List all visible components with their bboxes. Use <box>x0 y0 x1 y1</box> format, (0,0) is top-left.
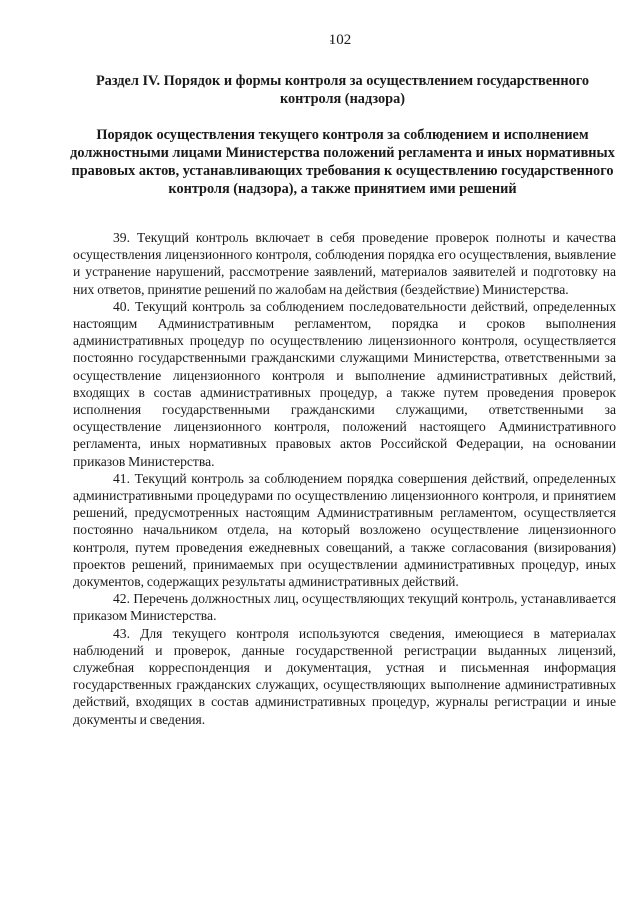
section-title: Раздел IV. Порядок и формы контроля за осуществлением государственного контроля (надзора) <box>95 73 590 107</box>
paragraph-43: 43. Для текущего контроля используются сведения, имеющиеся в материалах наблюдений и проверок, данные государственной регистрации выданных лицензий, служебная корреспонденция и документация, устная и письменная информация государственных гражданских служащих, осуществляющих выполнение административных действий, входящих в состав административных процедур, журналы регистрации и иные документы и сведения. <box>73 625 616 727</box>
subsection-title: Порядок осуществления текущего контроля за соблюдением и исполнением должностными лицами Министерства положений регламента и иных нормативных правовых актов, устанавливающих требования к осуществлению государственного контроля (надзора), а также принятием ими решений <box>70 127 615 197</box>
paragraph-42: 42. Перечень должностных лиц, осуществляющих текущий контроль, устанавливается приказом Министерства. <box>73 591 616 624</box>
page-number: 102 <box>328 32 352 48</box>
paragraph-39: 39. Текущий контроль включает в себя проведение проверок полноты и качества осуществления лицензионного контроля, соблюдения порядка его осуществления, выявление и устранение нарушений, рассмотрение заявлений, материалов заявителей и подготовку на них ответов, принятие решений по жалобам на действия (бездействие) Министерства. <box>73 230 616 297</box>
paragraph-41: 41. Текущий контроль за соблюдением порядка совершения действий, определенных административными процедурами по осуществлению лицензионного контроля, и принятием решений, предусмотренных настоящим Административным регламентом, осуществляется постоянно начальником отдела, на который возложено осуществление лицензионного контроля, путем проведения ежедневных совещаний, а также согласования (визирования) проектов решений, принимаемых при осуществлении административных процедур, иных документов, содержащих результаты административных действий. <box>73 470 616 590</box>
paragraph-40: 40. Текущий контроль за соблюдением последовательности действий, определенных настоящим Административным регламентом, порядка и сроков выполнения административных процедур по осуществлению лицензионного контроля, осуществляется постоянно государственными гражданскими служащими Министерства, ответственными за осуществление лицензионного контроля и выполнение административных действий, входящих в состав административных процедур, а также путем проведения проверок исполнения государственными гражданскими служащими, ответственными за осуществление лицензионного контроля, положений настоящего Административного регламента, иных нормативных правовых актов Российской Федерации, на основании приказов Министерства. <box>73 298 616 469</box>
body-text <box>73 229 616 728</box>
